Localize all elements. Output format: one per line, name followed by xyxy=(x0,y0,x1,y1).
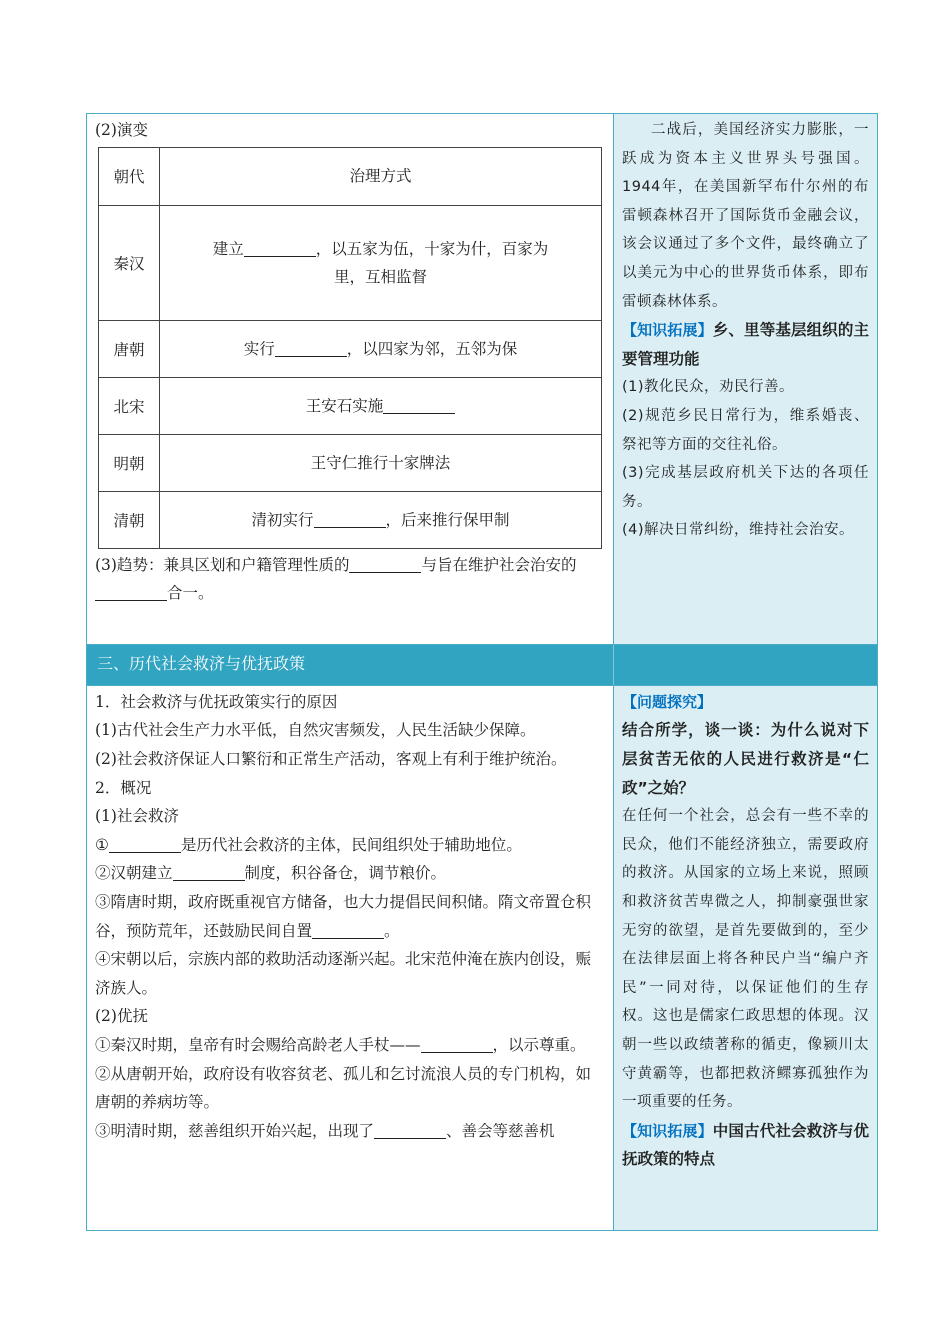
table-row xyxy=(99,205,602,320)
fill-blank[interactable] xyxy=(109,836,181,853)
fill-blank[interactable] xyxy=(275,340,347,357)
trend-text xyxy=(95,551,605,608)
relief-item xyxy=(95,831,605,860)
care-item xyxy=(95,1117,605,1146)
method-cell xyxy=(160,320,602,377)
ext-tag: 【知识拓展】 xyxy=(622,321,713,340)
care-item xyxy=(95,1031,605,1060)
fill-blank[interactable] xyxy=(314,511,386,528)
table-header-row xyxy=(99,147,602,205)
ext-tag: 【知识拓展】 xyxy=(622,1121,713,1140)
dynasty-cell: 明朝 xyxy=(99,434,160,491)
fill-blank[interactable] xyxy=(383,397,455,414)
evolution-table xyxy=(98,147,602,549)
overview-title: 2．概况 xyxy=(95,778,152,797)
fill-blank[interactable] xyxy=(312,922,384,939)
question-tag xyxy=(622,688,869,717)
item-text: 。 xyxy=(384,921,400,940)
item-text: ③明清时期，慈善组织开始兴起，出现了 xyxy=(95,1121,375,1140)
main-column xyxy=(87,686,614,1230)
relief-item xyxy=(95,859,605,888)
ext-title: 乡、里等基层组织的主要管理功能 xyxy=(622,321,869,368)
content-block-relief xyxy=(86,686,878,1231)
side-column xyxy=(614,114,877,644)
evolution-heading: (2)演变 xyxy=(95,121,148,139)
relief-item xyxy=(95,888,605,945)
dynasty-cell: 北宋 xyxy=(99,377,160,434)
reason-title: 1．社会救济与优抚政策实行的原因 xyxy=(95,692,338,711)
relief-title: (1)社会救济 xyxy=(95,807,179,826)
method-text: ，以五家为伍，十家为什，百家为里，互相监督 xyxy=(315,239,549,286)
fill-blank[interactable] xyxy=(95,585,167,602)
method-cell xyxy=(160,491,602,548)
ext-item: (1)教化民众，劝民行善。 xyxy=(622,379,795,396)
item-text: ，以示尊重。 xyxy=(492,1035,586,1054)
header-method: 治理方式 xyxy=(160,147,602,205)
item-text: 是历代社会救济的主体，民间组织处于辅助地位。 xyxy=(180,835,522,854)
item-text: ①秦汉时期，皇帝有时会赐给高龄老人手杖—— xyxy=(95,1035,421,1054)
fill-blank[interactable] xyxy=(374,1122,446,1139)
method-cell xyxy=(160,377,602,434)
side-paragraph: 二战后，美国经济实力膨胀，一跃成为资本主义世界头号强国。1944年，在美国新罕布什尔州的布雷顿森林召开了国际货币金融会议，该会议通过了多个文件，最终确立了以美元为中心的世界货币体系，即布雷顿森林体系。 xyxy=(622,122,869,310)
method-text: ，后来推行保甲制 xyxy=(385,510,510,529)
method-text: ，以四家为邻，五邻为保 xyxy=(346,339,518,358)
reason-item: (2)社会救济保证人口繁衍和正常生产活动，客观上有利于维护统治。 xyxy=(95,749,567,768)
method-text: 清初实行 xyxy=(251,510,314,529)
dynasty-cell: 唐朝 xyxy=(99,320,160,377)
table-row xyxy=(99,491,602,548)
method-text: 建立 xyxy=(212,239,244,258)
q-tag: 【问题探究】 xyxy=(622,692,713,711)
item-text: 、善会等慈善机 xyxy=(446,1121,555,1140)
table-row xyxy=(99,377,602,434)
fill-blank[interactable] xyxy=(349,556,421,573)
question-answer: 在任何一个社会，总会有一些不幸的民众，他们不能经济独立，需要政府的救济。从国家的立场上来说，照顾和救济贫苦卑微之人，抑制豪强世家无穷的欲望，是首先要做到的，至少在法律层面上将各种民户当“编户齐民”一同对待，以保证他们的生存权。这也是儒家仁政思想的体现。汉朝一些以政绩著称的循吏，像颍川太守黄霸等，也都把救济鳏寡孤独作为一项重要的任务。 xyxy=(622,808,869,1111)
table-row xyxy=(99,320,602,377)
main-column xyxy=(87,114,614,644)
ext-item: (3)完成基层政府机关下达的各项任务。 xyxy=(622,465,869,510)
item-text: ②汉朝建立 xyxy=(95,864,173,883)
section-header-row xyxy=(86,645,878,686)
table-row xyxy=(99,434,602,491)
section-header-side xyxy=(614,645,877,685)
method-cell: 王守仁推行十家牌法 xyxy=(160,434,602,491)
method-cell xyxy=(160,205,602,320)
dynasty-cell: 清朝 xyxy=(99,491,160,548)
care-item: ②从唐朝开始，政府设有收容贫老、孤儿和乞讨流浪人员的专门机构，如唐朝的养病坊等。 xyxy=(95,1064,592,1112)
ext-item: (2)规范乡民日常行为，维系婚丧、祭祀等方面的交往礼俗。 xyxy=(622,407,869,453)
knowledge-extension xyxy=(622,316,869,373)
method-text: 实行 xyxy=(243,339,275,358)
method-text: 王安石实施 xyxy=(305,396,384,415)
trend-part: (3)趋势：兼具区划和户籍管理性质的 xyxy=(95,555,350,574)
section-header: 三、历代社会救济与优抚政策 xyxy=(87,645,614,685)
item-text: ① xyxy=(95,835,109,854)
dynasty-cell: 秦汉 xyxy=(99,205,160,320)
item-text: ③隋唐时期，政府既重视官方储备，也大力提倡民间积储。隋文帝置仓积谷，预防荒年，还鼓励民间自置 xyxy=(95,892,592,940)
care-title: (2)优抚 xyxy=(95,1007,148,1026)
ext-item: (4)解决日常纠纷，维持社会治安。 xyxy=(622,522,855,539)
trend-part: 合一。 xyxy=(167,584,214,603)
relief-item: ④宋朝以后，宗族内部的救助活动逐渐兴起。北宋范仲淹在族内创设，赈济族人。 xyxy=(95,950,592,997)
document-sheet xyxy=(86,113,878,1231)
fill-blank[interactable] xyxy=(421,1036,493,1053)
item-text: 制度，积谷备仓，调节粮价。 xyxy=(244,864,447,883)
question-title: 结合所学，谈一谈：为什么说对下层贫苦无依的人民进行救济是“仁政”之始？ xyxy=(622,721,869,797)
reason-item: (1)古代社会生产力水平低，自然灾害频发，人民生活缺少保障。 xyxy=(95,721,536,740)
knowledge-extension xyxy=(622,1117,869,1174)
content-block-governance xyxy=(86,113,878,645)
fill-blank[interactable] xyxy=(244,240,316,257)
header-dynasty: 朝代 xyxy=(99,147,160,205)
ext-title: 中国古代社会救济与优抚政策的特点 xyxy=(622,1121,869,1169)
fill-blank[interactable] xyxy=(173,865,245,882)
trend-part: 与旨在维护社会治安的 xyxy=(421,555,577,574)
side-column xyxy=(614,686,877,1230)
